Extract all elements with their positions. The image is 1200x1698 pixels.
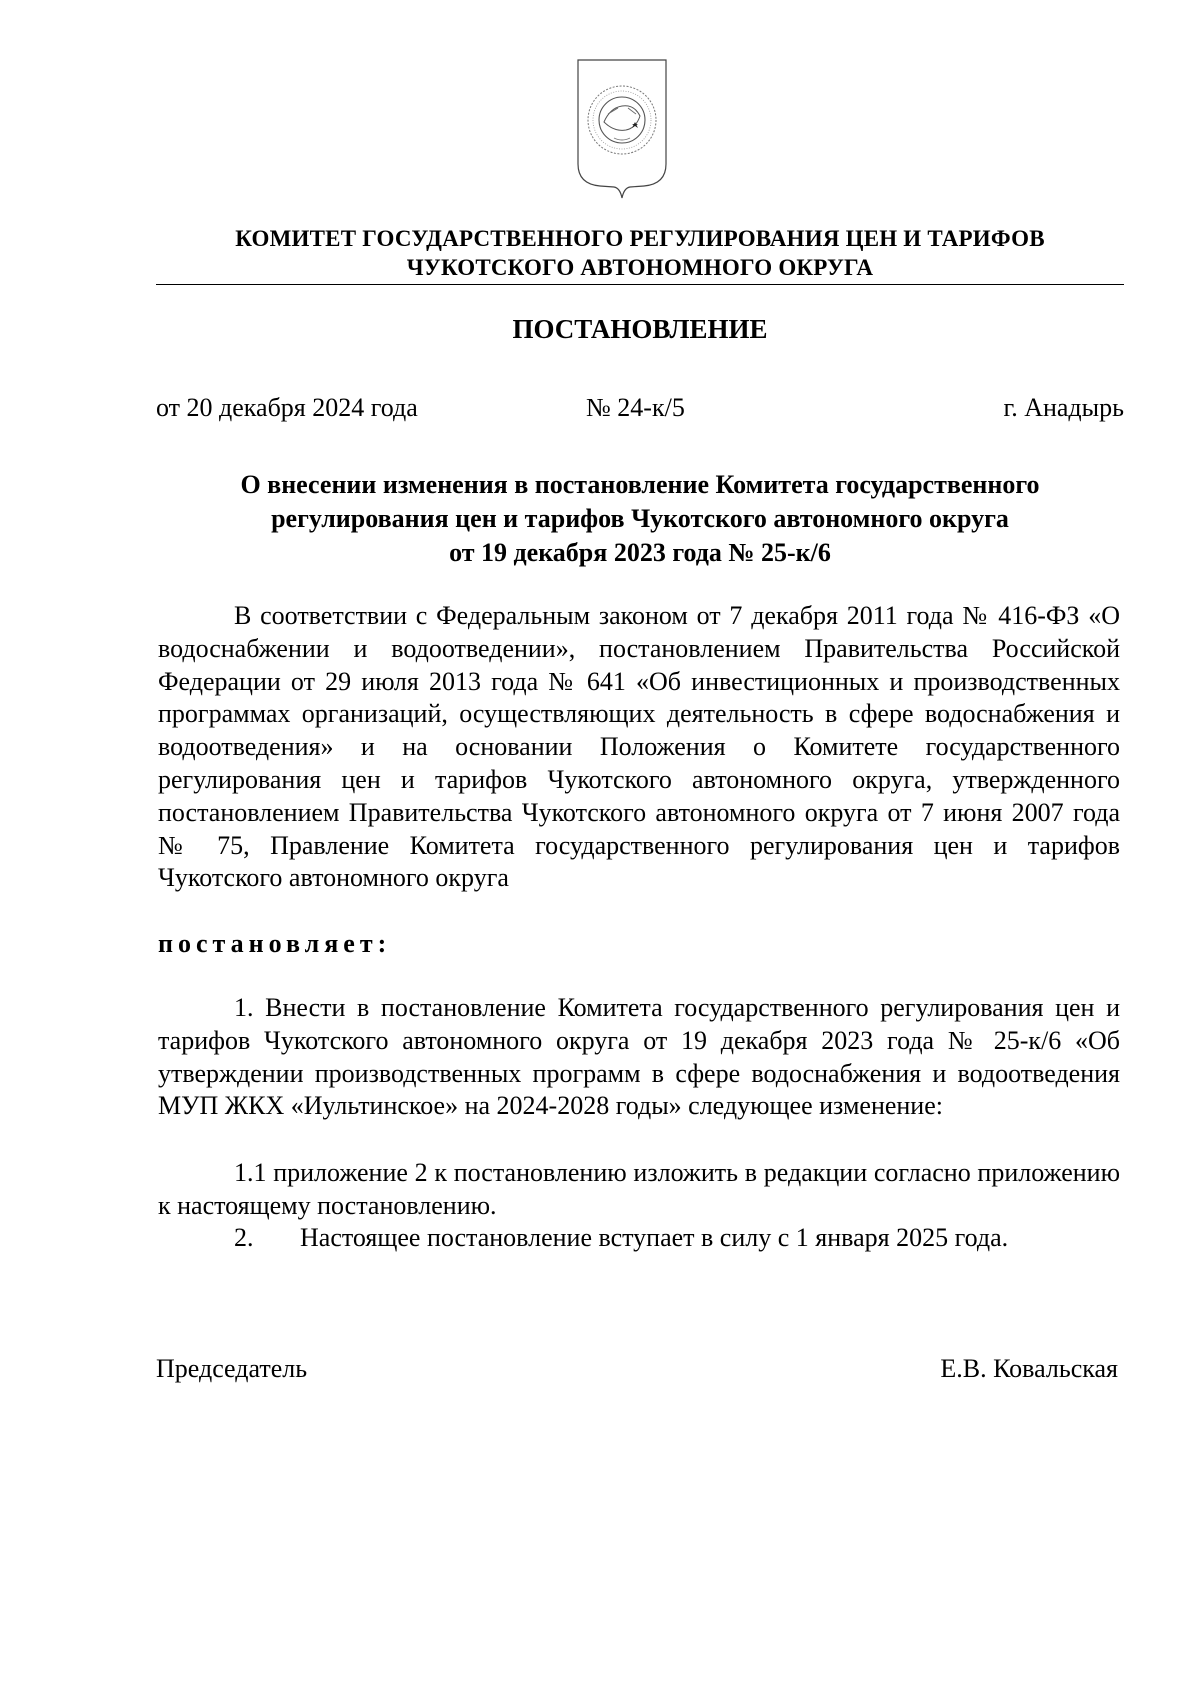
document-subject xyxy=(156,468,1124,570)
resolution-item-2 xyxy=(234,1222,1008,1254)
signature-block xyxy=(156,1352,1118,1386)
resolution-item-1-1: 1.1 приложение 2 к постановлению изложить в редакции согласно приложению к настоящему постановлению. xyxy=(158,1158,1120,1220)
signatory-position: Председатель xyxy=(156,1354,308,1383)
resolves-heading: постановляет: xyxy=(158,929,392,958)
signatory-name: Е.В. Ковальская xyxy=(940,1354,1118,1383)
organization-name xyxy=(156,224,1124,282)
subject-line-1: О внесении изменения в постановление Комитета государственного xyxy=(240,470,1040,499)
document-type-title: ПОСТАНОВЛЕНИЕ xyxy=(512,314,768,344)
resolution-item-2-number: 2. xyxy=(234,1223,254,1252)
organization-name-line-1: КОМИТЕТ ГОСУДАРСТВЕННОГО РЕГУЛИРОВАНИЯ ЦЕН И ТАРИФОВ xyxy=(235,226,1045,251)
resolution-item-2-text: Настоящее постановление вступает в силу с 1 января 2025 года. xyxy=(300,1223,1009,1252)
subject-line-2: регулирования цен и тарифов Чукотского автономного округа xyxy=(271,504,1009,533)
document-date: от 20 декабря 2024 года xyxy=(156,393,418,422)
organization-name-line-2: ЧУКОТСКОГО АВТОНОМНОГО ОКРУГА xyxy=(406,255,874,280)
document-meta-row xyxy=(156,391,1124,425)
document-city: г. Анадырь xyxy=(1003,393,1124,422)
resolution-item-1: 1. Внести в постановление Комитета государственного регулирования цен и тарифов Чукотского автономного округа от 19 декабря 2023 года № 25-к/6 «Об утверждении производственных программ в сфере водоснабжения и водоотведения МУП ЖКХ «Иультинское» на 2024-2028 годы» следующее изменение: xyxy=(158,993,1120,1121)
document-number: № 24-к/5 xyxy=(586,393,685,422)
subject-line-3: от 19 декабря 2023 года № 25-к/6 xyxy=(449,538,831,567)
preamble-paragraph: В соответствии с Федеральным законом от 7 декабря 2011 года № 416-ФЗ «О водоснабжении и водоотведении», постановлением Правительства Российской Федерации от 29 июля 2013 года № 641 «Об инвестиционных и производственных программах организаций, осуществляющих деятельность в сфере водоснабжения и водоотведения» и на основании Положения о Комитете государственного регулирования цен и тарифов Чукотского автономного округа, утвержденного постановлением Правительства Чукотского автономного округа от 7 июня 2007 года № 75, Правление Комитета государственного регулирования цен и тарифов Чукотского автономного округа xyxy=(158,601,1120,893)
coat-of-arms-emblem xyxy=(574,56,670,206)
header-divider xyxy=(156,284,1124,285)
